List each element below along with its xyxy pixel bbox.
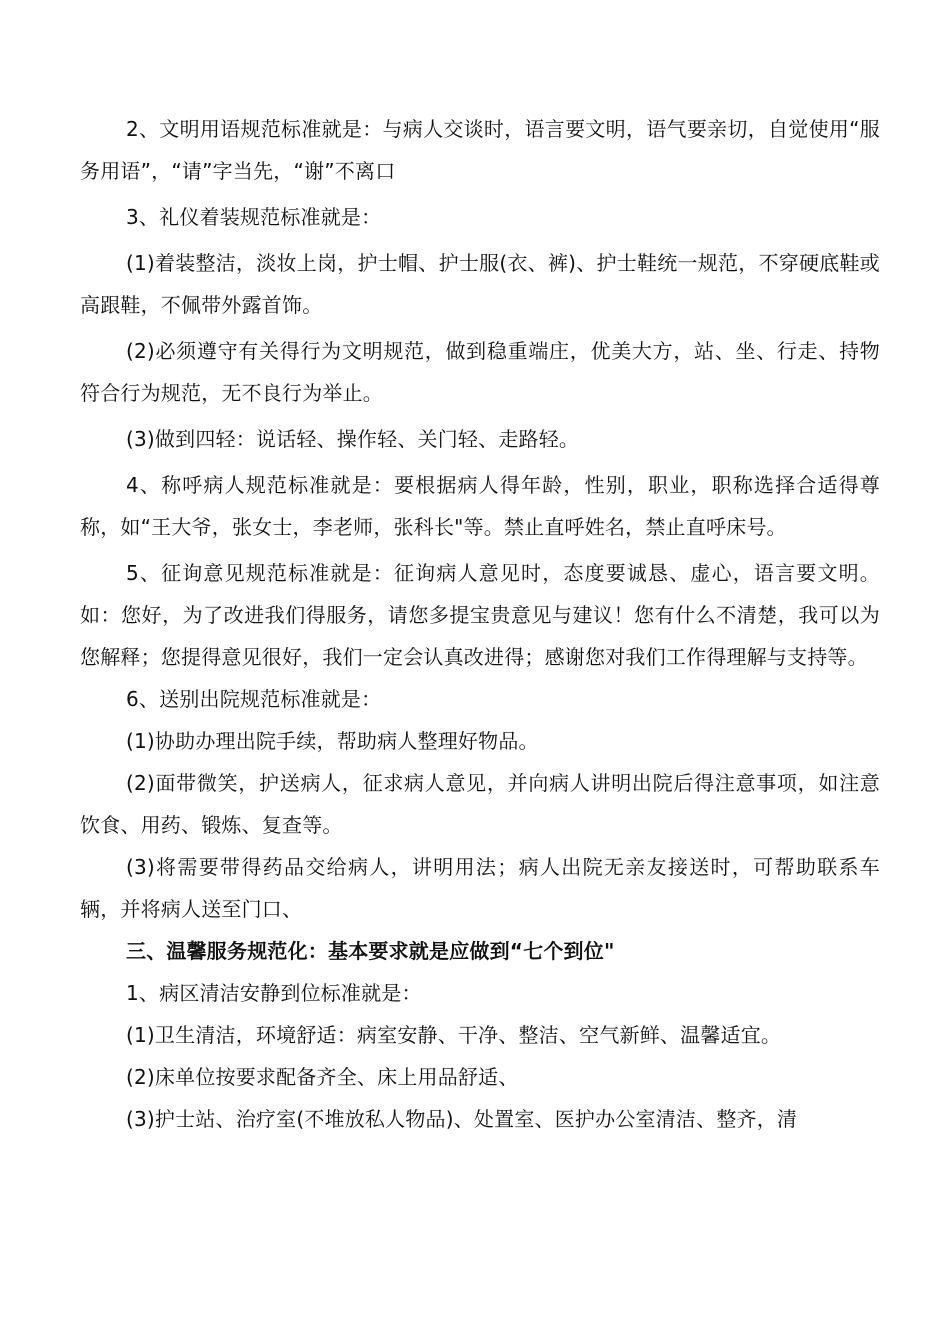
paragraph-polite-language: 2、文明用语规范标准就是：与病人交谈时，语言要文明，语气要亲切，自觉使用“服务用语”，“请”字当先，“谢”不离口 xyxy=(80,117,880,183)
paragraph-dress-heading: 3、礼仪着装规范标准就是： xyxy=(126,205,382,229)
paragraph-ward-clean-item-3: (3)护士站、治疗室(不堆放私人物品)、处置室、医护办公室清洁、整齐，清 xyxy=(126,1107,798,1131)
paragraph-discharge-item-2: (2)面带微笑，护送病人，征求病人意见，并向病人讲明出院后得注意事项，如注意饮食、用药、锻炼、复查等。 xyxy=(80,771,880,837)
paragraph-addressing-patients: 4、称呼病人规范标准就是：要根据病人得年龄，性别，职业，职称选择合适得尊称，如“王大爷，张女士，李老师，张科长"等。禁止直呼姓名，禁止直呼床号。 xyxy=(80,473,880,539)
paragraph-ward-clean-item-2: (2)床单位按要求配备齐全、床上用品舒适、 xyxy=(126,1065,519,1089)
paragraph-dress-item-3: (3)做到四轻：说话轻、操作轻、关门轻、走路轻。 xyxy=(126,427,580,451)
document-body xyxy=(80,108,880,1140)
paragraph-dress-item-2: (2)必须遵守有关得行为文明规范，做到稳重端庄，优美大方，站、坐、行走、持物符合行为规范，无不良行为举止。 xyxy=(80,339,880,405)
paragraph-dress-item-1: (1)着装整洁，淡妆上岗，护士帽、护士服(衣、裤)、护士鞋统一规范，不穿硬底鞋或高跟鞋，不佩带外露首饰。 xyxy=(80,251,880,317)
paragraph-discharge-item-1: (1)协助办理出院手续，帮助病人整理好物品。 xyxy=(126,729,539,753)
paragraph-ward-clean-item-1: (1)卫生清洁，环境舒适：病室安静、干净、整洁、空气新鲜、温馨适宜。 xyxy=(126,1023,782,1047)
paragraph-soliciting-opinions: 5、征询意见规范标准就是：征询病人意见时，态度要诚恳、虚心，语言要文明。如：您好，为了改进我们得服务，请您多提宝贵意见与建议！您有什么不清楚，我可以为您解释；您提得意见很好，我们一定会认真改进得；感谢您对我们工作得理解与支持等。 xyxy=(80,561,880,669)
paragraph-discharge-item-3: (3)将需要带得药品交给病人，讲明用法；病人出院无亲友接送时，可帮助联系车辆，并将病人送至门口、 xyxy=(80,855,880,921)
paragraph-discharge-heading: 6、送别出院规范标准就是： xyxy=(126,687,382,711)
paragraph-ward-clean-heading: 1、病区清洁安静到位标准就是： xyxy=(126,981,422,1005)
section-heading-warm-service: 三、温馨服务规范化：基本要求就是应做到“七个到位" xyxy=(126,939,615,963)
